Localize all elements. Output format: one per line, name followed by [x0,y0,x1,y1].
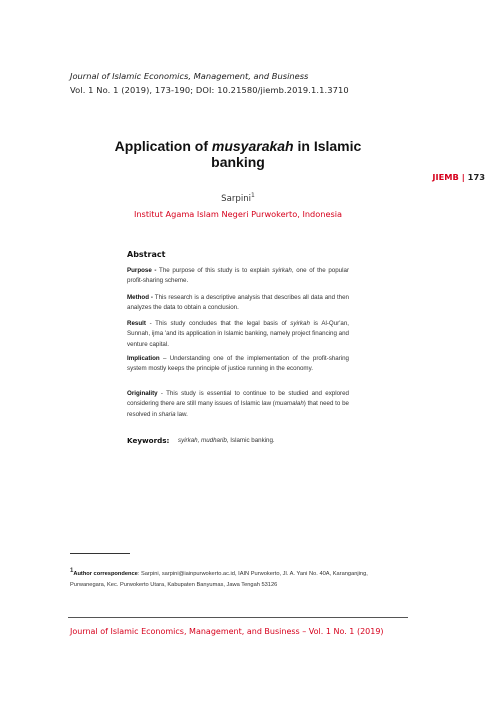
footnote-divider [70,553,130,554]
method-text: This research is a descriptive analysis that describes all data and then analyzes the data to obtain a conclusion. [127,294,349,312]
author-name [0,192,476,204]
abstract-originality [127,389,349,420]
result-text-a: - This study concludes that the legal basis of [145,320,291,327]
keywords-emphasis: syirkah, mudharib, [178,437,229,444]
paper-title [100,138,376,170]
method-label: Method - [127,294,153,301]
author-affiliation: Institut Agama Islam Negeri Purwokerto, Indonesia [133,209,343,219]
abstract-result [127,319,349,350]
page-tag-separator: | [458,172,468,182]
footnote-line-1 [70,566,415,580]
originality-emphasis-2: sharia [158,410,176,418]
footnote-line-2: Purwanegara, Kec. Purwokerto Utara, Kabupaten Banyumas, Jawa Tengah 53126 [70,582,278,588]
abstract-heading: Abstract [127,250,166,259]
originality-text-a: - This study is essential to continue to be studied and explored considering there are still many issues of Islamic law ( [127,390,349,408]
footnote-mark: 1 [70,568,74,574]
result-emphasis: syirkah [290,320,310,327]
implication-text: – Understanding one of the implementation of the profit-sharing system mostly keeps the principle of justice running in the economy. [127,355,349,373]
originality-label: Originality [127,390,158,397]
footnote-label: Author correspondence [73,570,138,577]
journal-name: Journal of Islamic Economics, Management, and Business [70,71,309,81]
keywords-rest: Islamic banking. [228,437,275,444]
page-tag [432,172,485,182]
keywords-value [178,437,275,444]
result-text-b: is Al-Qur'an, Sunnah, ijma 'and its application in Islamic banking, namely project financing and venture capital. [127,320,349,348]
implication-label: Implication [127,355,160,362]
result-label: Result [127,320,146,327]
footer-divider [68,617,408,618]
originality-emphasis-1: muamalah [274,400,304,408]
abstract-purpose [127,266,349,287]
abstract-method [127,293,349,314]
originality-text-b: ) that need to be resolved in [127,400,349,418]
purpose-label: Purpose - [127,267,157,274]
originality-text-c: law. [175,410,188,418]
purpose-text-a: The purpose of this study is to explain [156,267,273,274]
abstract-implication [127,354,349,375]
page-tag-brand: JIEMB [432,172,459,182]
title-pre: Application of [114,138,212,154]
purpose-emphasis: syirkah [272,267,292,274]
volume-doi-line: Vol. 1 No. 1 (2019), 173-190; DOI: 10.21580/jiemb.2019.1.1.3710 [70,85,349,95]
purpose-text-b: , one of the popular profit-sharing scheme. [127,267,350,285]
page-number: 173 [467,172,485,182]
author-name-text: Sarpini [221,193,252,204]
footnote-text-1: : Sarpini, sarpini@iainpurwokerto.ac.id, IAIN Purwokerto, Jl. A. Yani No. 40A, Karanganjing, [137,570,368,577]
keywords-label: Keywords: [127,436,170,445]
page-footer: Journal of Islamic Economics, Management, and Business – Vol. 1 No. 1 (2019) [70,627,384,636]
title-post: in Islamic banking [211,138,362,170]
author-mark: 1 [251,192,255,199]
title-emphasis: musyarakah [211,138,294,154]
